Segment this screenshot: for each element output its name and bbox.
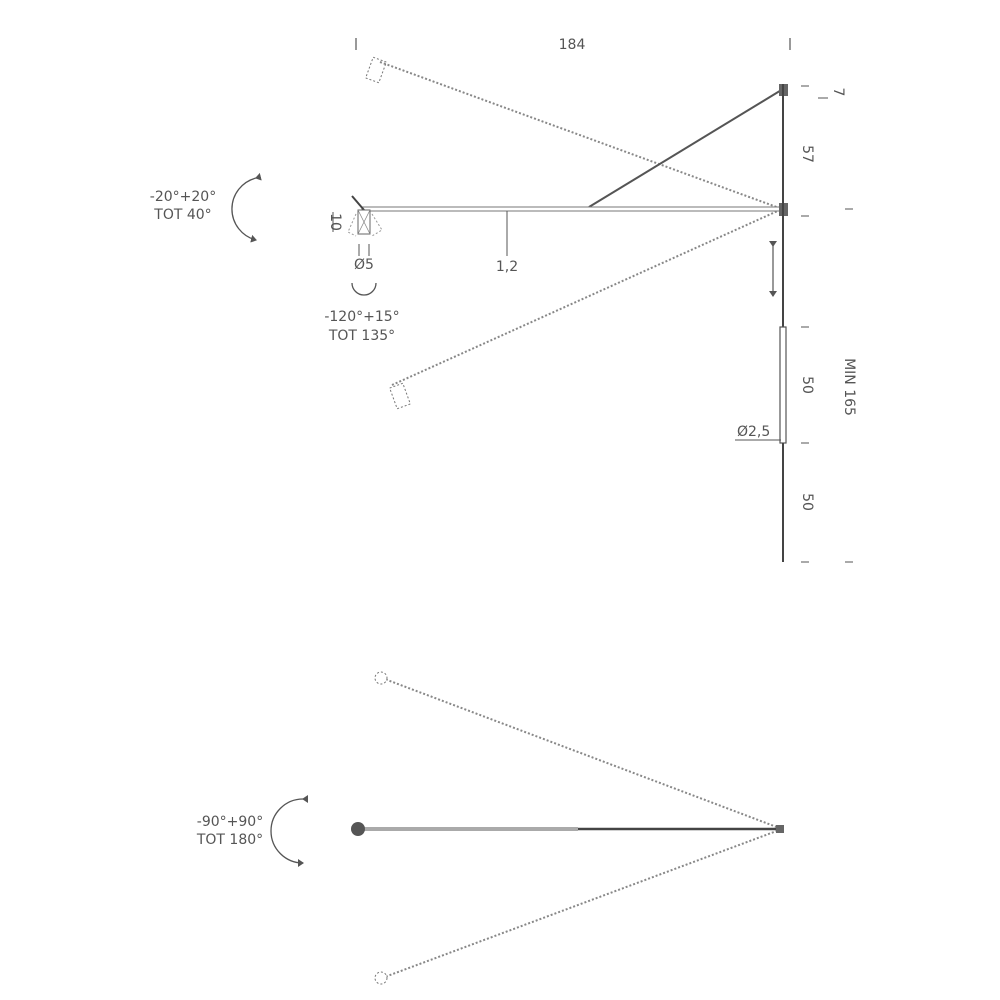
rotation-total-label: TOT 180°: [196, 832, 264, 848]
arm-swing-lower: [382, 829, 782, 978]
head-tilt-arrow: [352, 283, 376, 295]
head-swing-left: [348, 214, 356, 236]
arm-tilt-arrow: [232, 178, 256, 240]
rotation-range-label: -90°+90°: [196, 814, 264, 830]
head-lower-position: [390, 383, 411, 408]
rotation-arrow: [271, 799, 303, 863]
arm-lower-position: [392, 209, 782, 385]
head-joint: [352, 196, 364, 210]
support-wire: [589, 89, 783, 207]
side-view: [150, 37, 857, 562]
head-swing-upper: [375, 672, 387, 684]
top-lamp-head: [351, 822, 365, 836]
width-dimension-label: 184: [558, 37, 586, 53]
head-swing-right: [372, 214, 382, 236]
rod-diameter-label: Ø2,5: [737, 424, 771, 440]
rod-segment-1-label: 50: [799, 376, 815, 394]
min-height-label: MIN 165: [841, 358, 857, 416]
arm-tilt-total-label: TOT 40°: [154, 207, 212, 223]
rod-segment-2-label: 50: [799, 493, 815, 511]
head-upper-position: [366, 57, 387, 82]
head-tilt-range-label: -120°+15°: [324, 309, 400, 325]
rod-sleeve: [780, 327, 786, 443]
top-view: [196, 672, 784, 984]
arm-thickness-label: 1,2: [495, 259, 519, 275]
arm-height-label: 57: [799, 145, 815, 163]
arm-tilt-range-label: -20°+20°: [149, 189, 217, 205]
head-diameter-label: Ø5: [354, 257, 374, 273]
main-arm: [362, 207, 782, 211]
top-gap-label: 7: [830, 87, 846, 97]
arm-upper-position: [380, 62, 782, 209]
head-swing-lower: [375, 972, 387, 984]
arm-swing-upper: [382, 678, 782, 829]
head-height-label: 10: [327, 213, 343, 231]
top-mount: [776, 825, 784, 833]
head-tilt-total-label: TOT 135°: [328, 328, 396, 344]
